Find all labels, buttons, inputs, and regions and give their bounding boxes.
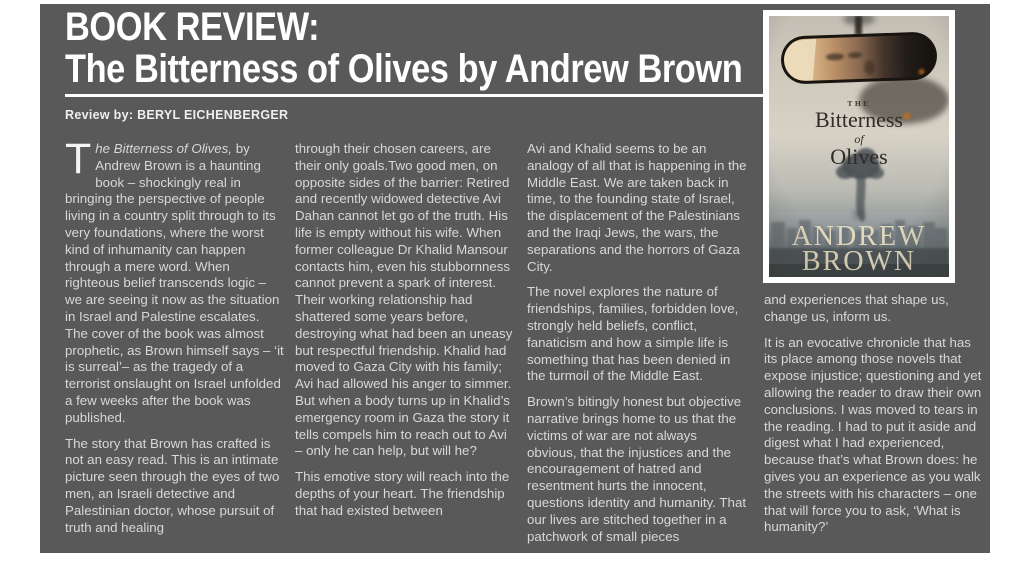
review-byline: Review by: BERYL EICHENBERGER (65, 108, 289, 122)
paragraph: It is an evocative chronicle that has its place among those novels that expose injustice; questioning and yet allowing the reader to draw their own conclusions. I was moved to tears in the reading. I had to put it aside and digest what I had experienced, because that’s what Brown does: he gives you an experience as you walk the streets with his characters – one that will force you to ask, ‘What is humanity?’ (764, 334, 982, 535)
paragraph-text: by Andrew Brown is a haunting book – shockingly real in bringing the perspective of people living in a country split through to its very foundations, where the worst kind of inhumanity can happen through a mere word. When righteous belief transcends logic – we are seeing it now as the situation in Israel and Palestine escalates. The cover of the book was almost prophetic, as Brown himself says – ‘it is surreal’– as the tragedy of a terrorist onslaught on Israel unfolded a few weeks after the book was published. (65, 141, 284, 425)
article-column-4 (764, 292, 986, 545)
drop-cap: T (65, 135, 92, 183)
paragraph: This emotive story will reach into the depths of your heart. The friendship that had existed between (295, 469, 510, 518)
title-underline (65, 94, 765, 97)
book-cover (763, 10, 955, 283)
article-column-3 (527, 141, 747, 553)
paragraph: The novel explores the nature of friendships, families, forbidden love, strongly held beliefs, conflict, fanaticism and how a simple life is something that has been denied in the turmoil of the Middle East. (527, 284, 739, 384)
page-title-line2: The Bitterness of Olives by Andrew Brown (65, 47, 743, 91)
article-column-1 (65, 135, 285, 545)
book-title-inline: he Bitterness of Olives, (95, 141, 233, 156)
article-page (40, 4, 990, 553)
paragraph: The story that Brown has crafted is not an easy read. This is an intimate picture seen through the eyes of two men, an Israeli detective and Palestinian doctor, whose pursuit of truth and healing (65, 435, 280, 535)
cover-vignette (769, 16, 949, 277)
paragraph: through their chosen careers, are their only goals.Two good men, on opposite sides of the barrier: Retired and recently widowed detective Avi Dahan cannot let go of the truth. His life is empty without his wife. When former colleague Dr Khalid Mansour contacts him, even his stubbornness cannot prevent a spark of interest. Their working relationship had shattered some years before, destroying what had been an uneasy but respectful friendship. Khalid had moved to Gaza City with his family; Avi had allowed his anger to simmer. But when a body turns up in Khalid’s emergency room in Gaza the story it tells compels him to reach out to Avi – only he can help, but will he? (295, 141, 513, 459)
paragraph: and experiences that shape us, change us, inform us. (764, 292, 949, 324)
article-column-2 (295, 141, 515, 529)
book-cover-art (769, 16, 949, 277)
page-title (65, 6, 742, 90)
paragraph (65, 135, 285, 427)
page-title-line1: BOOK REVIEW: (65, 5, 320, 49)
paragraph: Avi and Khalid seems to be an analogy of all that is happening in the Middle East. We are taken back in time, to the founding state of Israel, the displacement of the Palestinians and the Iraqi Jews, the wars, the separations and the horrors of Gaza City. (527, 141, 747, 274)
paragraph: Brown’s bitingly honest but objective narrative brings home to us that the victims of war are not always obvious, that the injustices and the encouragement of hatred and resentment hurts the innocent, questions identity and humanity. That our lives are stitched together in a patchwork of small pieces (527, 394, 747, 544)
